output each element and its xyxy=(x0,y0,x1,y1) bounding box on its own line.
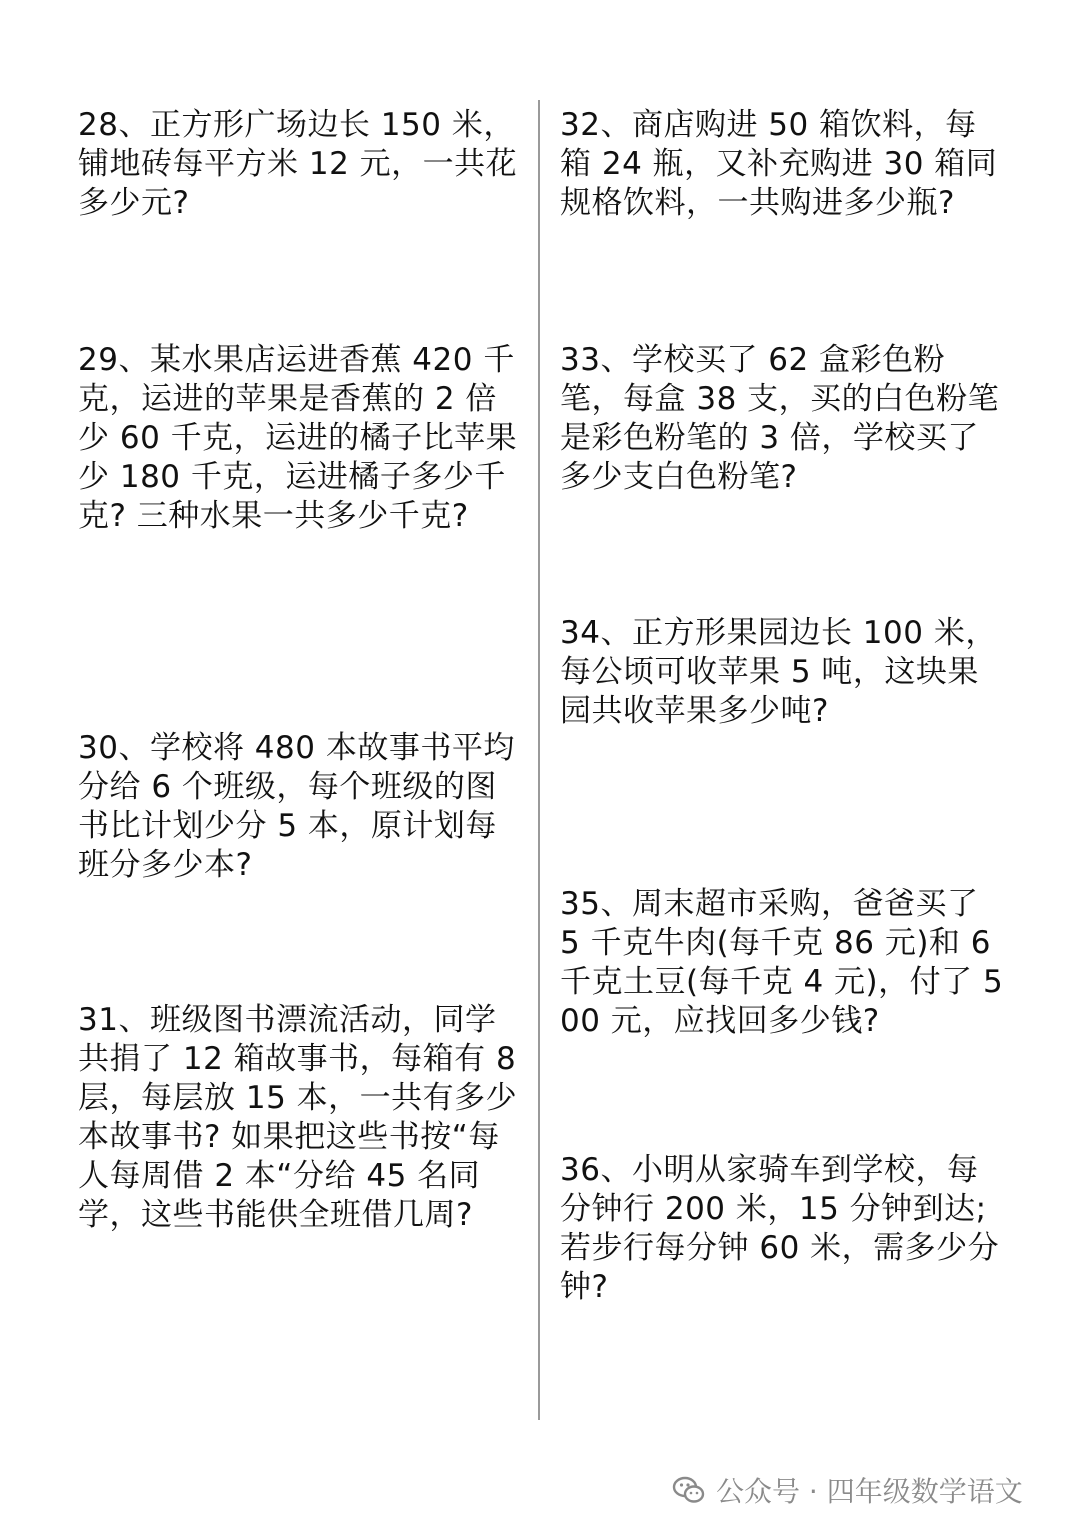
problem-30: 30、学校将 480 本故事书平均分给 6 个班级，每个班级的图书比计划少分 5 本，原计划每班分多少本? xyxy=(78,730,515,883)
problem-32: 32、商店购进 50 箱饮料，每箱 24 瓶，又补充购进 30 箱同规格饮料，一共购进多少瓶? xyxy=(560,107,998,221)
problem-28: 28、正方形广场边长 150 米，铺地砖每平方米 12 元，一共花多少元? xyxy=(78,107,518,221)
problem-33: 33、学校买了 62 盒彩色粉笔，每盒 38 支，买的白色粉笔是彩色粉笔的 3 倍，学校买了多少支白色粉笔? xyxy=(560,342,1000,495)
problem-29: 29、某水果店运进香蕉 420 千克，运进的苹果是香蕉的 2 倍少 60 千克，运进的橘子比苹果少 180 千克，运进橘子多少千克? 三种水果一共多少千克? xyxy=(78,342,518,534)
problem-31: 31、班级图书漂流活动，同学共捐了 12 箱故事书，每箱有 8 层，每层放 15 本，一共有多少本故事书? 如果把这些书按“每人每周借 2 本“分给 45 名同学，这些书能供全班借几周? xyxy=(78,1002,518,1233)
column-divider xyxy=(538,100,540,1420)
watermark xyxy=(672,1470,1023,1510)
problem-34: 34、正方形果园边长 100 米，每公顷可收苹果 5 吨，这块果园共收苹果多少吨? xyxy=(560,615,997,729)
watermark-text: 公众号 · 四年级数学语文 xyxy=(716,1475,1023,1508)
problem-36: 36、小明从家骑车到学校，每分钟行 200 米，15 分钟到达; 若步行每分钟 60 米，需多少分钟? xyxy=(560,1152,1000,1305)
problem-35: 35、周末超市采购，爸爸买了 5 千克牛肉(每千克 86 元)和 6 千克土豆(每千克 4 元)，付了 500 元，应找回多少钱? xyxy=(560,886,1004,1039)
wechat-icon xyxy=(672,1473,706,1507)
